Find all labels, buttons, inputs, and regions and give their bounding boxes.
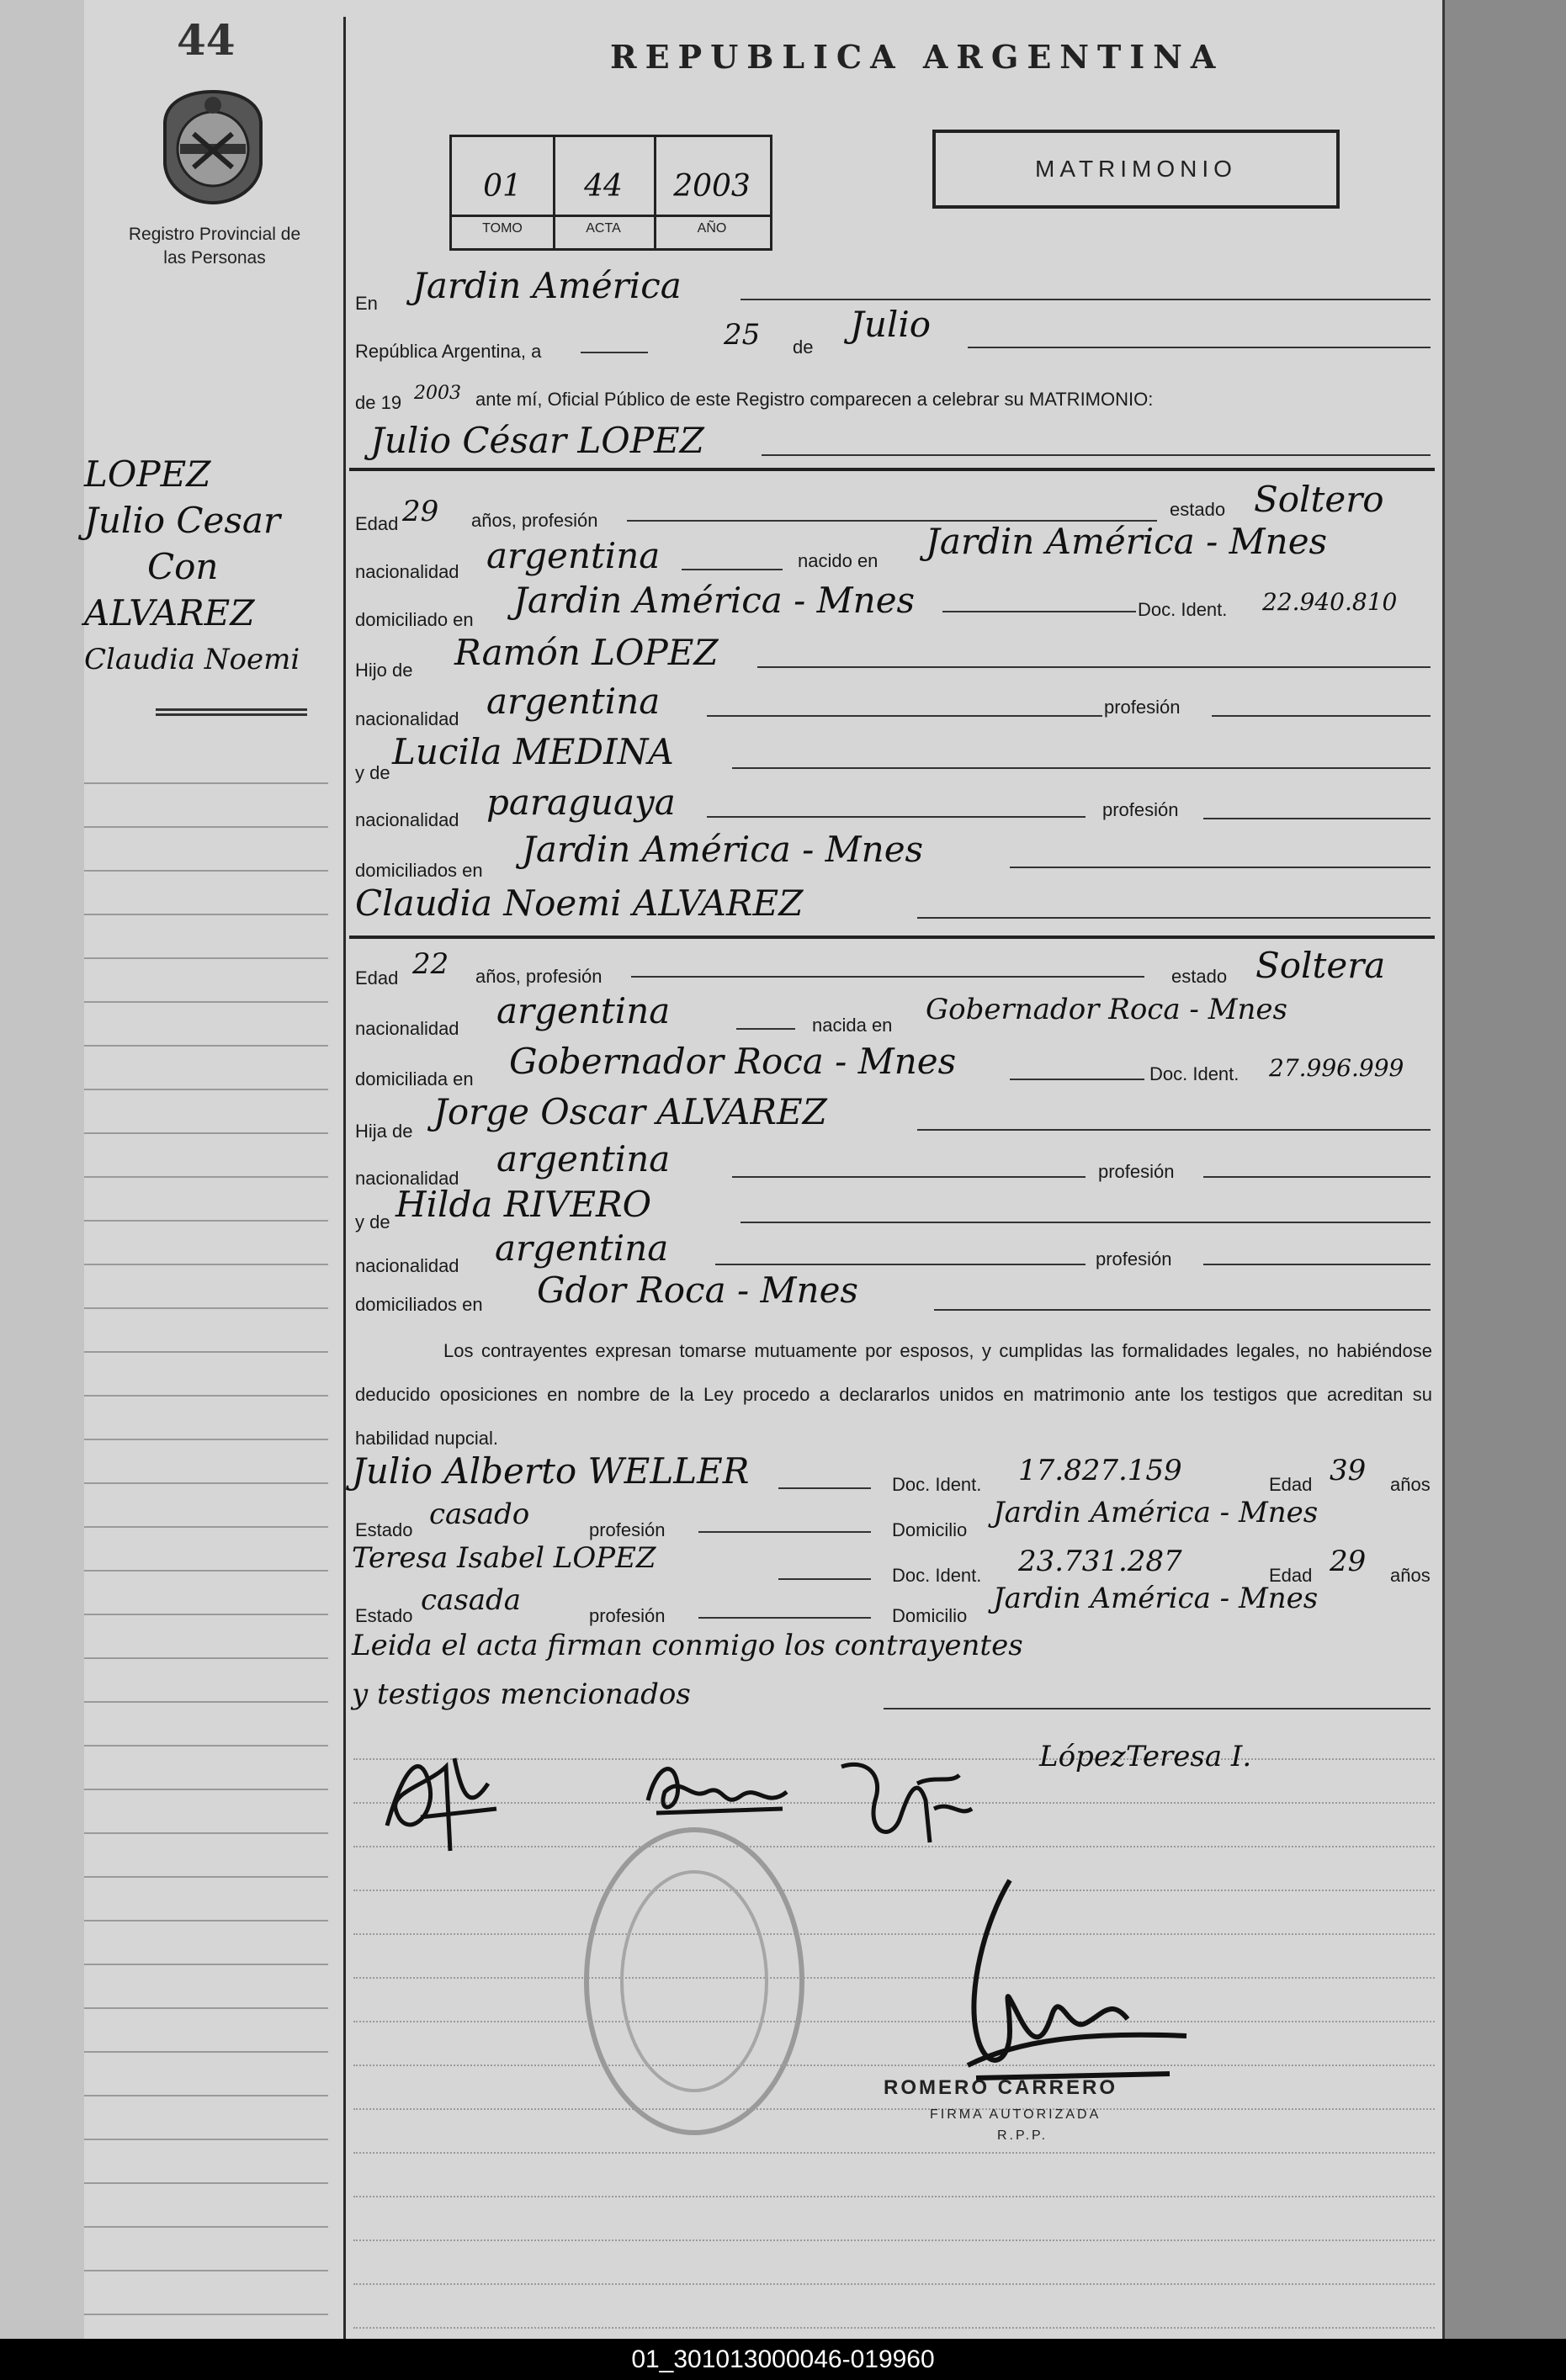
label-estado: Estado [355, 1605, 413, 1626]
label-edad: Edad [355, 513, 399, 534]
fill-line [934, 1309, 1431, 1311]
fill-line [581, 352, 648, 353]
signature-bride [640, 1750, 799, 1826]
tomo-cell [452, 137, 555, 248]
label-domicilio: Domicilio [892, 1605, 968, 1626]
margin-rule-line [84, 1657, 328, 1659]
margin-rule-line [84, 1220, 328, 1222]
body-rule-line [353, 1890, 1435, 1891]
label-estado: Estado [355, 1519, 413, 1540]
margin-rule-line [84, 1832, 328, 1834]
label-doc-ident: Doc. Ident. [892, 1565, 982, 1586]
margin-rule-line [84, 2182, 328, 2184]
groom-father: Ramón LOPEZ [454, 632, 719, 673]
margin-rule-line [84, 1920, 328, 1921]
registry-stamp-icon [581, 1821, 808, 2141]
section-separator [349, 936, 1435, 939]
margin-rule-line [84, 782, 328, 784]
label-edad: Edad [1269, 1565, 1313, 1586]
label-doc-ident: Doc. Ident. [892, 1474, 982, 1495]
margin-rule-line [84, 1001, 328, 1003]
witness1-residence: Jardin América - Mnes [993, 1496, 1319, 1529]
fill-line [1203, 1264, 1431, 1265]
fill-line [631, 976, 1144, 978]
witness1-age: 39 [1330, 1454, 1367, 1487]
label-profesion: profesión [1102, 799, 1179, 820]
margin-rule-line [84, 1176, 328, 1178]
label-doc-ident: Doc. Ident. [1138, 599, 1228, 620]
label-anos-profesion: años, profesión [471, 510, 598, 531]
label-ante-mi: ante mí, Oficial Público de este Registro comparecen a celebrar su MATRIMONIO: [475, 389, 1154, 410]
year-label: AÑO [697, 221, 727, 236]
label-de: de [793, 337, 814, 358]
witness1-name: Julio Alberto WELLER [352, 1450, 750, 1492]
fill-line [707, 715, 1102, 717]
label-profesion: profesión [589, 1605, 666, 1626]
label-profesion: profesión [1098, 1161, 1175, 1182]
label-nacionalidad: nacionalidad [355, 1168, 459, 1189]
label-y-de: y de [355, 1211, 390, 1232]
binding-edge [0, 0, 84, 2339]
bride-birthplace: Gobernador Roca - Mnes [926, 993, 1287, 1026]
margin-conjunction: Con [147, 546, 219, 587]
groom-civil-status: Soltero [1254, 479, 1384, 520]
acta-value: 44 [584, 169, 623, 204]
ceremony-year: 2003 [414, 383, 461, 404]
fill-line [682, 569, 783, 570]
label-edad: Edad [1269, 1474, 1313, 1495]
label-profesion: profesión [589, 1519, 666, 1540]
label-nacionalidad: nacionalidad [355, 1255, 459, 1276]
label-domicilio: Domicilio [892, 1519, 968, 1540]
margin-groom-surname: LOPEZ [84, 453, 211, 495]
body-rule-line [353, 2021, 1435, 2022]
label-nacionalidad: nacionalidad [355, 708, 459, 729]
fill-line [732, 1176, 1086, 1178]
body-rule-line [353, 1977, 1435, 1979]
fill-line [762, 454, 1431, 456]
label-de-19: de 19 [355, 392, 402, 413]
margin-rule-line [84, 1351, 328, 1353]
label-profesion: profesión [1104, 697, 1181, 718]
witness2-age: 29 [1330, 1545, 1367, 1578]
page-edge [1445, 0, 1566, 2339]
margin-rule-line [84, 2226, 328, 2228]
groom-birthplace: Jardin América - Mnes [926, 521, 1328, 562]
witness1-status: casado [429, 1497, 530, 1531]
bride-mother-nationality: argentina [495, 1227, 669, 1269]
right-border [1442, 0, 1445, 2339]
margin-bride-given: Claudia Noemi [84, 643, 300, 676]
label-nacionalidad: nacionalidad [355, 1018, 459, 1039]
margin-rule-line [84, 2139, 328, 2140]
bride-father-nationality: argentina [496, 1138, 671, 1179]
signature-official [917, 1872, 1195, 2099]
label-en: En [355, 293, 378, 314]
margin-rule-line [84, 1089, 328, 1090]
label-anos-profesion: años, profesión [475, 966, 603, 987]
image-reference: 01_301013000046-019960 [0, 2339, 1566, 2380]
witness2-status: casada [421, 1583, 522, 1617]
signature-witness1 [833, 1750, 976, 1851]
label-estado: estado [1171, 966, 1228, 987]
margin-rule-line [84, 1745, 328, 1747]
label-republica: República Argentina, a [355, 341, 542, 362]
fill-line [917, 1129, 1431, 1131]
body-rule-line [353, 2152, 1435, 2154]
bride-parents-residence: Gdor Roca - Mnes [537, 1270, 858, 1311]
tomo-label: TOMO [482, 221, 523, 236]
margin-rule-line [84, 1570, 328, 1572]
margin-rule-line [84, 1482, 328, 1484]
fill-line [1203, 818, 1431, 819]
fill-line [741, 299, 1431, 300]
coat-of-arms-icon [160, 88, 266, 206]
country-heading: REPUBLICA ARGENTINA [610, 38, 1224, 76]
fill-line [884, 1708, 1431, 1709]
groom-name: Julio César LOPEZ [370, 420, 704, 461]
bride-civil-status: Soltera [1255, 945, 1386, 986]
margin-groom-given: Julio Cesar [84, 500, 281, 541]
label-nacida-en: nacida en [812, 1015, 893, 1036]
groom-mother-nationality: paraguaya [486, 782, 676, 823]
margin-rule-line [84, 1307, 328, 1309]
authority-name: ROMERO CARRERO [884, 2076, 1118, 2099]
label-edad: Edad [355, 967, 399, 989]
label-hijo-de: Hijo de [355, 660, 413, 681]
section-separator [349, 468, 1435, 471]
margin-rule-line [84, 1614, 328, 1615]
fill-line [942, 611, 1136, 612]
fill-line [1212, 715, 1431, 717]
margin-double-line [156, 713, 307, 716]
label-nacido-en: nacido en [798, 550, 879, 571]
groom-mother: Lucila MEDINA [392, 731, 674, 772]
fill-line [778, 1487, 871, 1489]
groom-residence: Jardin América - Mnes [513, 580, 916, 621]
fill-line [732, 767, 1431, 769]
fill-line [698, 1617, 871, 1619]
signature-witness2: LópezTeresa I. [1039, 1740, 1252, 1773]
margin-rule-line [84, 1876, 328, 1878]
witness2-residence: Jardin América - Mnes [993, 1582, 1319, 1615]
bride-doc: 27.996.999 [1269, 1054, 1404, 1082]
margin-rule-line [84, 2007, 328, 2009]
body-rule-line [353, 2196, 1435, 2197]
authority-office: R.P.P. [997, 2128, 1048, 2143]
fill-line [707, 816, 1086, 818]
margin-rule-line [84, 2314, 328, 2315]
signature-groom [370, 1733, 505, 1859]
closing-line2: y testigos mencionados [352, 1678, 691, 1711]
margin-rule-line [84, 1439, 328, 1440]
witness1-doc: 17.827.159 [1018, 1454, 1182, 1487]
authority-title: FIRMA AUTORIZADA [930, 2107, 1102, 2122]
closing-line1: Leida el acta firman conmigo los contrayentes [352, 1629, 1023, 1662]
margin-rule-line [84, 1701, 328, 1703]
groom-father-nationality: argentina [486, 681, 661, 722]
groom-nationality: argentina [486, 535, 661, 576]
witness2-name: Teresa Isabel LOPEZ [352, 1541, 656, 1575]
fill-line [741, 1222, 1431, 1223]
record-number-box [449, 135, 772, 251]
fill-line [1203, 1176, 1431, 1178]
act-type-box: MATRIMONIO [932, 130, 1340, 209]
margin-bride-surname: ALVAREZ [84, 592, 255, 633]
label-nacionalidad: nacionalidad [355, 809, 459, 830]
bride-name: Claudia Noemi ALVAREZ [355, 883, 804, 924]
label-nacionalidad: nacionalidad [355, 561, 459, 582]
body-rule-line [353, 2240, 1435, 2241]
label-anos: años [1390, 1565, 1431, 1586]
margin-rule-line [84, 2095, 328, 2096]
witness2-doc: 23.731.287 [1018, 1545, 1182, 1578]
ceremony-day: 25 [724, 318, 761, 352]
margin-rule-line [84, 1395, 328, 1397]
tomo-value: 01 [483, 169, 522, 204]
margin-rule-line [84, 1526, 328, 1528]
margin-rule-line [84, 1045, 328, 1047]
body-rule-line [353, 2327, 1435, 2329]
margin-rule-line [84, 1264, 328, 1265]
groom-age: 29 [402, 495, 439, 528]
fill-line [698, 1531, 871, 1533]
label-domiciliada-en: domiciliada en [355, 1068, 474, 1089]
margin-divider [343, 17, 346, 2339]
ceremony-place: Jardin América [412, 265, 682, 306]
margin-rule-line [84, 870, 328, 872]
body-rule-line [353, 2065, 1435, 2066]
groom-doc: 22.940.810 [1262, 588, 1398, 616]
margin-rule-line [84, 826, 328, 828]
bride-residence: Gobernador Roca - Mnes [509, 1041, 957, 1082]
label-anos: años [1390, 1474, 1431, 1495]
body-rule-line [353, 1933, 1435, 1935]
label-estado: estado [1170, 499, 1226, 520]
registry-name: Registro Provincial de las Personas [128, 225, 301, 268]
acta-cell [553, 137, 656, 248]
acta-label: ACTA [586, 221, 621, 236]
bride-father: Jorge Oscar ALVAREZ [433, 1091, 827, 1132]
label-domiciliados-en: domiciliados en [355, 1294, 483, 1315]
fill-line [968, 347, 1431, 348]
fill-line [1010, 867, 1431, 868]
margin-rule-line [84, 957, 328, 959]
bride-mother: Hilda RIVERO [395, 1184, 652, 1225]
margin-rule-line [84, 1964, 328, 1965]
body-rule-line [353, 2283, 1435, 2285]
margin-rule-line [84, 1789, 328, 1790]
margin-rule-line [84, 2051, 328, 2053]
groom-parents-residence: Jardin América - Mnes [522, 829, 924, 870]
bride-nationality: argentina [496, 990, 671, 1031]
ceremony-month: Julio [850, 304, 932, 345]
legal-declaration: Los contrayentes expresan tomarse mutuamente por esposos, y cumplidas las formalidades legales, no habiéndose deducido oposiciones en nombre de la Ley procedo a declararlos unidos en matrimonio ante los testigos que acreditan su habilidad nupcial. [355, 1340, 1432, 1449]
label-y-de: y de [355, 762, 390, 783]
body-rule-line [353, 2108, 1435, 2110]
fill-line [917, 917, 1431, 919]
label-doc-ident: Doc. Ident. [1149, 1063, 1240, 1084]
fill-line [715, 1264, 1086, 1265]
label-domiciliados-en: domiciliados en [355, 860, 483, 881]
label-profesion: profesión [1096, 1248, 1172, 1270]
margin-rule-line [84, 1132, 328, 1134]
year-value: 2003 [673, 169, 751, 204]
fill-line [757, 666, 1431, 668]
fill-line [736, 1028, 795, 1030]
fill-line [1010, 1079, 1144, 1080]
fill-line [778, 1578, 871, 1580]
label-hija-de: Hija de [355, 1121, 413, 1142]
margin-rule-line [84, 2270, 328, 2271]
year-cell [654, 137, 770, 248]
bride-age: 22 [412, 947, 449, 981]
margin-rule-line [84, 914, 328, 915]
page-number: 44 [177, 15, 236, 65]
margin-double-line [156, 708, 307, 711]
label-domiciliado-en: domiciliado en [355, 609, 474, 630]
